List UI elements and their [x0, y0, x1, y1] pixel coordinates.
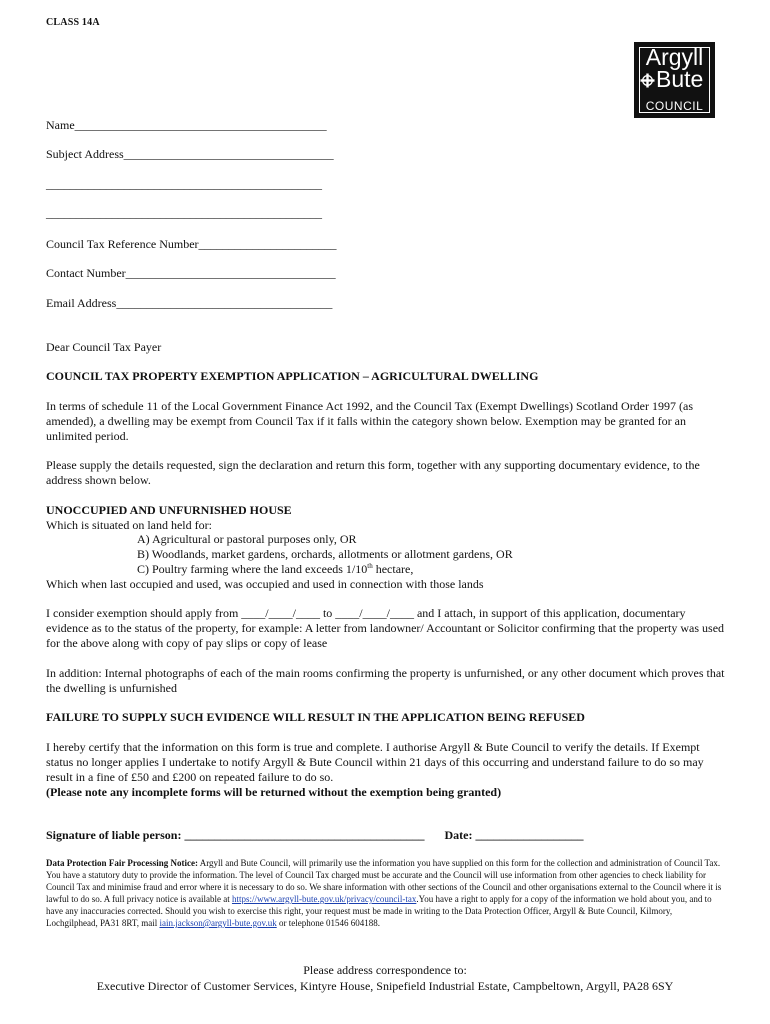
form-heading: COUNCIL TAX PROPERTY EXEMPTION APPLICATION – AGRICULTURAL DWELLING: [46, 369, 539, 383]
data-protection-title: Data Protection Fair Processing Notice:: [46, 858, 198, 868]
list-item-c-suffix: hectare,: [372, 562, 414, 576]
correspondence-heading: Please address correspondence to:: [303, 963, 467, 977]
contact-number-field[interactable]: Contact Number___________________________________: [46, 266, 336, 280]
instructions-paragraph: Please supply the details requested, sign the declaration and return this form, together with any supporting documentary evidence, to the address shown below.: [46, 458, 700, 487]
privacy-notice-link[interactable]: https://www.argyll-bute.gov.uk/privacy/council-tax: [231, 894, 417, 904]
council-logo: [634, 42, 715, 118]
data-protection-text-3: or telephone 01546 604188.: [276, 918, 380, 928]
incomplete-forms-note: (Please note any incomplete forms will be returned without the exemption being granted): [46, 785, 502, 799]
date-field[interactable]: Date: __________________: [444, 828, 584, 842]
data-protection-text-1: Argyll and Bute Council, will primarily use the information you have supplied on this form for the collection and administration of Council Tax. You have a statutory duty to provide the information. The level of Council Tax charged must be accurate and the Council will use information from other agencies to check liability for Council Tax and minimise fraud and error where it is necessary to do so. We share information with other sections of the Council and other organisations external to the Council where it is lawful to do so. A full privacy notice is available at: [46, 858, 722, 904]
refusal-warning: FAILURE TO SUPPLY SUCH EVIDENCE WILL RESULT IN THE APPLICATION BEING REFUSED: [46, 710, 585, 724]
address-line-2-field[interactable]: ______________________________________________: [46, 177, 322, 191]
email-address-field[interactable]: Email Address____________________________________: [46, 296, 333, 310]
logo-text-council: COUNCIL: [645, 99, 704, 113]
form-class-label: CLASS 14A: [46, 17, 100, 28]
name-field[interactable]: Name__________________________________________: [46, 118, 327, 132]
signature-field[interactable]: Signature of liable person: ________________________________________: [46, 828, 425, 842]
section-heading: UNOCCUPIED AND UNFURNISHED HOUSE: [46, 503, 292, 517]
declaration-paragraph: I hereby certify that the information on this form is true and complete. I authorise Argyll & Bute Council to verify the details. If Exempt status no longer applies I undertake to notify Argyll & Bute Council within 21 days of this occurring and understand failure to do so may result in a fine of £50 and £200 on repeated failure to do so.: [46, 740, 704, 784]
list-item-c-text: C) Poultry farming where the land exceeds 1/10: [137, 562, 368, 576]
council-tax-reference-field[interactable]: Council Tax Reference Number_______________________: [46, 237, 337, 251]
list-item-a: A) Agricultural or pastoral purposes only, OR: [137, 532, 357, 546]
section-intro: Which is situated on land held for:: [46, 518, 212, 532]
additional-evidence-paragraph: In addition: Internal photographs of each of the main rooms confirming the property is unfurnished, or any other document which proves that the dwelling is unfurnished: [46, 666, 725, 695]
list-item-b: B) Woodlands, market gardens, orchards, allotments or allotment gardens, OR: [137, 547, 513, 561]
list-item-c-superscript: th: [367, 562, 373, 570]
exemption-dates-paragraph[interactable]: I consider exemption should apply from ____/____/____ to ____/____/____ and I attach, in support of this application, documentary evidence as to the status of the property, for example: A letter from landowner/ Accountant or Solicitor confirming that the property was used for the above along with copy of pay slips or copy of lease: [46, 606, 725, 650]
contact-email-link[interactable]: iain.jackson@argyll-bute.gov.uk: [159, 918, 277, 928]
correspondence-address: Executive Director of Customer Services, Kintyre House, Snipefield Industrial Estate, Campbeltown, Argyll, PA28 6SY: [96, 979, 674, 993]
salutation: Dear Council Tax Payer: [46, 340, 162, 354]
logo-bute-row: [640, 68, 711, 92]
legislation-paragraph: In terms of schedule 11 of the Local Government Finance Act 1992, and the Council Tax (Exempt Dwellings) Scotland Order 1997 (as amended), a dwelling may be exempt from Council Tax if it falls within the category shown below. Exemption may be granted for an unlimited period.: [46, 399, 693, 443]
signature-row: [46, 828, 583, 843]
list-item-c: [137, 562, 413, 577]
logo-text-bute: Bute: [656, 66, 704, 92]
data-protection-text-2: .You have a right to apply for a copy of the information we hold about you, and to have any inaccuracies corrected. Should you wish to exercise this right, your request must be made in writing to the Data Protection Officer, Argyll & Bute Council, Kilmory, Lochgilphead, PA31 8RT, mail: [46, 894, 712, 928]
address-line-3-field[interactable]: ______________________________________________: [46, 206, 322, 220]
subject-address-field[interactable]: Subject Address___________________________________: [46, 147, 334, 161]
celtic-cross-icon: [640, 73, 655, 88]
section-outro: Which when last occupied and used, was occupied and used in connection with those lands: [46, 577, 484, 591]
data-protection-notice: [46, 857, 726, 929]
logo-text-argyll: Argyll: [645, 44, 704, 70]
